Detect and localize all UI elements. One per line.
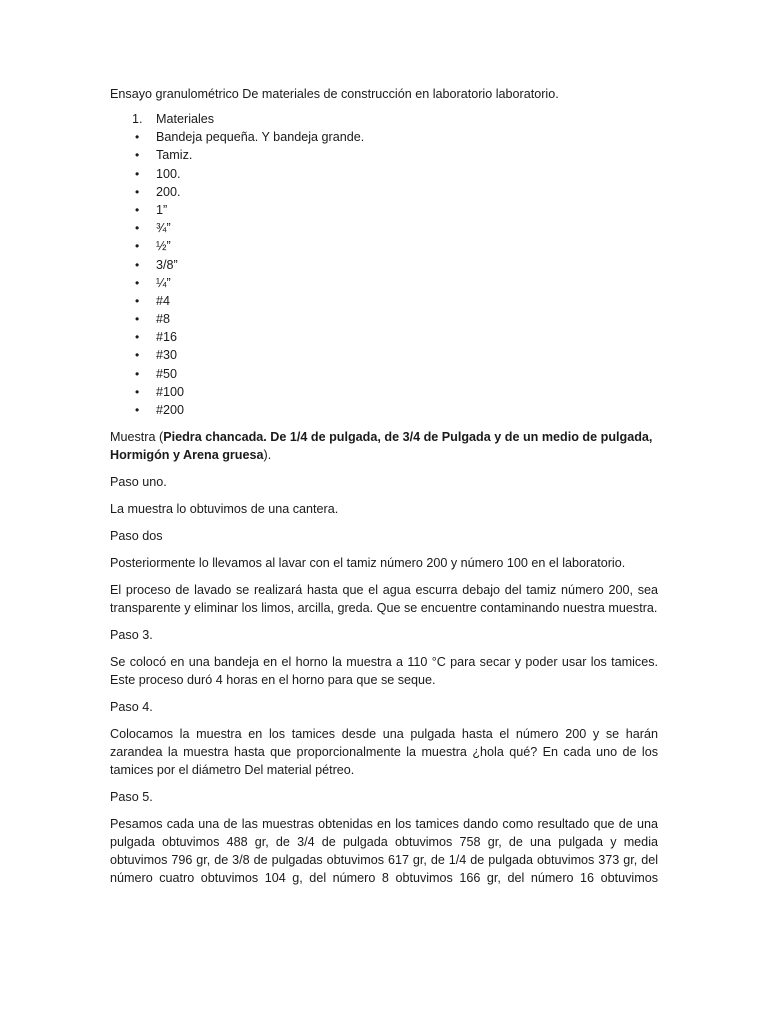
bullet-text: #8 bbox=[156, 312, 171, 327]
bullet-marker: • bbox=[135, 130, 140, 145]
bullet-marker: • bbox=[135, 184, 140, 199]
paso2-text-1: Posteriormente lo llevamos al lavar con el tamiz número 200 y número 100 en el laboratorio. bbox=[110, 556, 626, 571]
bullet-text: #50 bbox=[156, 366, 178, 381]
bullet-text: 100. bbox=[156, 166, 181, 181]
bullet-item bbox=[110, 256, 658, 274]
bullet-marker: • bbox=[135, 166, 140, 181]
paso1-heading: Paso uno. bbox=[110, 475, 167, 490]
bullet-text: Tamiz. bbox=[156, 148, 193, 163]
bullet-marker: • bbox=[135, 348, 140, 363]
bullet-text: ¼” bbox=[156, 275, 171, 290]
bullet-item bbox=[110, 274, 658, 292]
muestra-open-paren: ( bbox=[159, 430, 164, 445]
bullet-marker: • bbox=[135, 221, 140, 236]
bullet-text: 1” bbox=[156, 202, 168, 217]
bullet-item bbox=[110, 365, 658, 383]
bullet-item bbox=[110, 401, 658, 419]
paso5-heading: Paso 5. bbox=[110, 790, 153, 805]
bullet-marker: • bbox=[135, 330, 140, 345]
bullet-item bbox=[110, 310, 658, 328]
bullet-text: #16 bbox=[156, 330, 178, 345]
list-item bbox=[110, 110, 658, 128]
paso4-heading: Paso 4. bbox=[110, 700, 153, 715]
paso3-heading: Paso 3. bbox=[110, 628, 153, 643]
paso3-text: Se colocó en una bandeja en el horno la muestra a 110 °C para secar y poder usar los tamices. Este proceso duró 4 horas en el horno para que se seque. bbox=[110, 655, 658, 688]
bullet-marker: • bbox=[135, 239, 140, 254]
paso1-text: La muestra lo obtuvimos de una cantera. bbox=[110, 502, 339, 517]
bullet-text: #200 bbox=[156, 403, 185, 417]
bullet-item bbox=[110, 237, 658, 255]
paso5-text: Pesamos cada una de las muestras obtenidas en los tamices dando como resultado que de una pulgada obtuvimos 488 gr, de 3/4 de pulgada obtuvimos 758 gr, de una pulgada y media obtuvimos 796 gr, de 3/8 de pulgadas obtuvimos 617 gr, de 1/4 de pulgada obtuvimos 373 gr, del número cuatro obtuvimos 104 g, del número 8 obtuvimos 166 gr, del número 16 obtuvimos bbox=[110, 817, 658, 886]
bullet-text: #4 bbox=[156, 293, 171, 308]
document-title: Ensayo granulométrico De materiales de construcción en laboratorio laboratorio. bbox=[110, 87, 559, 101]
bullet-item bbox=[110, 346, 658, 364]
bullet-marker: • bbox=[135, 257, 140, 272]
bullet-text: ¾” bbox=[156, 221, 171, 236]
bullet-item bbox=[110, 383, 658, 401]
muestra-label: Muestra bbox=[110, 430, 159, 445]
bullet-item bbox=[110, 292, 658, 310]
bullet-text: Bandeja pequeña. Y bandeja grande. bbox=[156, 130, 365, 145]
list-number: 1. bbox=[132, 112, 143, 126]
muestra-paragraph bbox=[110, 428, 658, 464]
bullet-marker: • bbox=[135, 366, 140, 381]
bullet-item bbox=[110, 146, 658, 164]
bullet-text: 200. bbox=[156, 184, 181, 199]
bullet-item bbox=[110, 219, 658, 237]
paso2-text-2: El proceso de lavado se realizará hasta que el agua escurra debajo del tamiz número 200, sea transparente y eliminar los limos, arcilla, greda. Que se encuentre contaminando nuestra muestra. bbox=[110, 583, 658, 616]
bullet-marker: • bbox=[135, 202, 140, 217]
bullet-marker: • bbox=[135, 275, 140, 290]
muestra-close: ). bbox=[263, 448, 272, 463]
bullet-item bbox=[110, 183, 658, 201]
bullet-marker: • bbox=[135, 384, 140, 399]
document-page bbox=[110, 85, 658, 896]
paso2-heading: Paso dos bbox=[110, 529, 163, 544]
list-item-text: Materiales bbox=[156, 112, 215, 126]
bullet-text: ½” bbox=[156, 239, 171, 254]
numbered-list bbox=[110, 110, 658, 128]
muestra-bold-text: Piedra chancada. De 1/4 de pulgada, de 3/4 de Pulgada y de un medio de pulgada, Hormigón y Arena gruesa bbox=[110, 430, 653, 463]
bullet-marker: • bbox=[135, 148, 140, 163]
bullet-marker: • bbox=[135, 312, 140, 327]
bullet-item bbox=[110, 328, 658, 346]
bullet-item bbox=[110, 201, 658, 219]
materials-bullet-list bbox=[110, 128, 658, 419]
bullet-item bbox=[110, 165, 658, 183]
bullet-marker: • bbox=[135, 403, 140, 417]
paso4-text: Colocamos la muestra en los tamices desde una pulgada hasta el número 200 y se harán zarandea la muestra hasta que proporcionalmente la muestra ¿hola qué? En cada uno de los tamices por el diámetro Del material pétreo. bbox=[110, 727, 658, 778]
bullet-marker: • bbox=[135, 293, 140, 308]
bullet-item bbox=[110, 128, 658, 146]
bullet-text: #100 bbox=[156, 384, 185, 399]
bullet-text: 3/8” bbox=[156, 257, 178, 272]
bullet-text: #30 bbox=[156, 348, 178, 363]
